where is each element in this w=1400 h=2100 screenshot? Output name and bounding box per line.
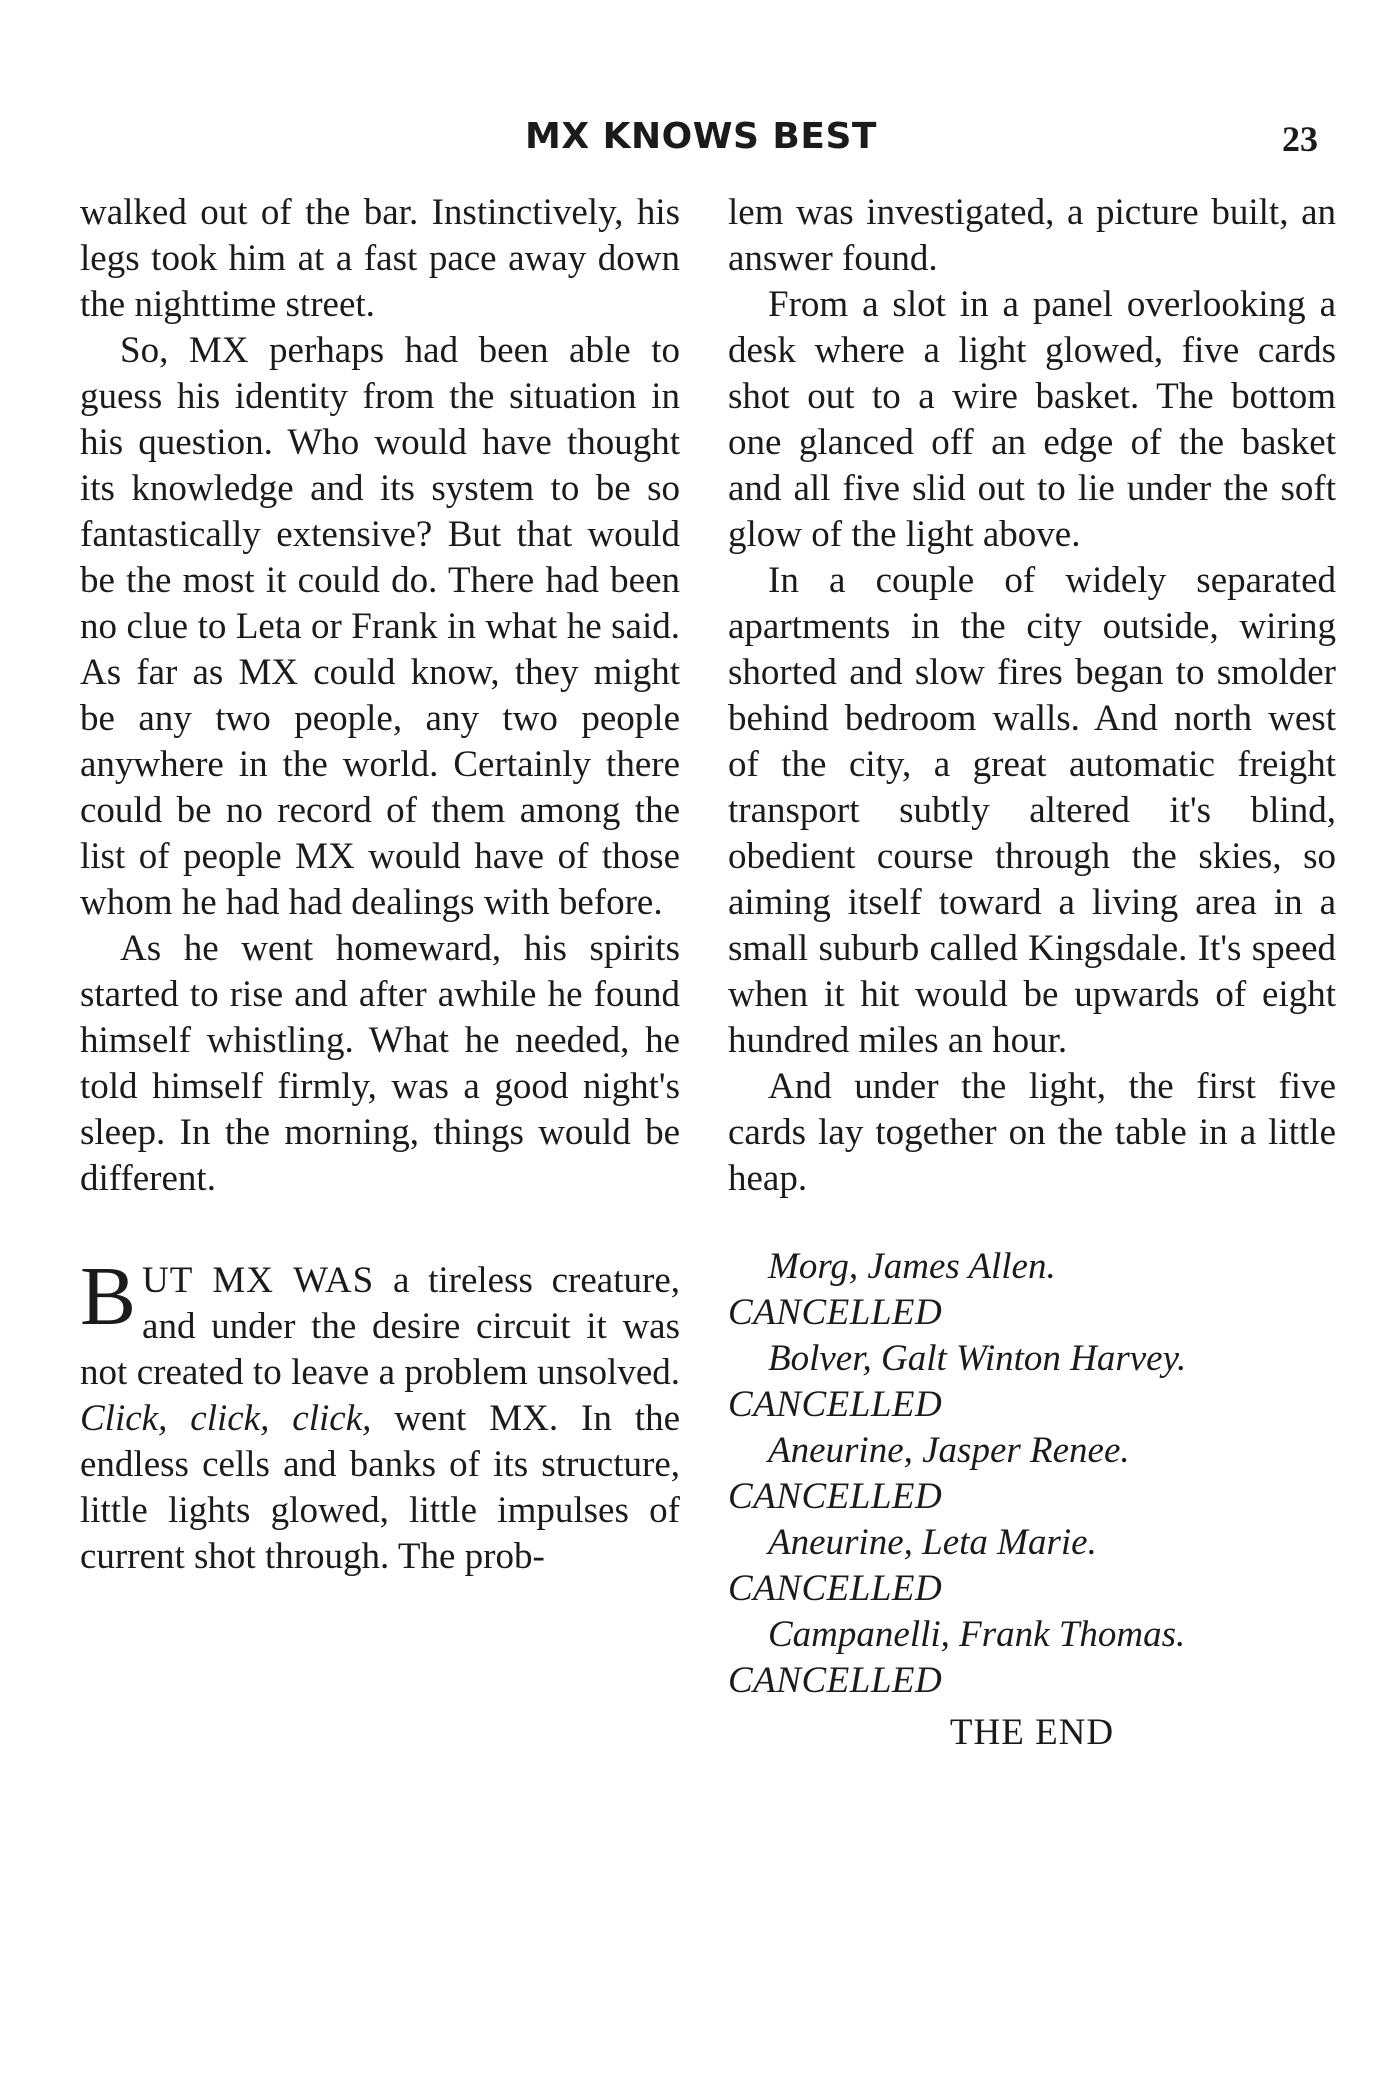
italic-text: Click, click, click,	[80, 1398, 372, 1439]
card-status: CANCELLED	[728, 1384, 943, 1425]
the-end: THE END	[949, 1712, 1115, 1753]
card-entry	[728, 1520, 1336, 1612]
right-column	[728, 190, 1336, 1756]
page-header	[0, 116, 1400, 176]
paragraph: As he went homeward, his spirits started to rise and after awhile he found himself whistling. What he needed, he told himself firmly, was a good night's sleep. In the morning, things would be different.	[80, 928, 680, 1199]
card-name: Campanelli, Frank Thomas.	[768, 1614, 1186, 1655]
card-entry	[728, 1612, 1336, 1704]
lead-in-caps: UT MX WAS	[142, 1260, 375, 1301]
card-name: Aneurine, Jasper Renee.	[768, 1430, 1130, 1471]
paragraph-text: a tireless creature, and under the desire circuit it was not created to leave a problem unsolved.	[80, 1260, 680, 1393]
card-status: CANCELLED	[728, 1568, 943, 1609]
drop-cap-paragraph	[80, 1250, 680, 1580]
card-status: CANCELLED	[728, 1292, 943, 1333]
card-name: Aneurine, Leta Marie.	[768, 1522, 1097, 1563]
card-status: CANCELLED	[728, 1660, 943, 1701]
card-entry	[728, 1336, 1336, 1428]
card-name: Bolver, Galt Winton Harvey.	[768, 1338, 1187, 1379]
paragraph: lem was investigated, a picture built, an answer found.	[728, 192, 1336, 279]
paragraph: So, MX perhaps had been able to guess his identity from the situation in his question. Who would have thought its knowledge and its system to be so fantastically extensive? But that would be the most it could do. There had been no clue to Leta or Frank in what he said. As far as MX could know, they might be any two people, any two people anywhere in the world. Certainly there could be no record of them among the list of people MX would have of those whom he had had dealings with before.	[80, 330, 680, 923]
paragraph: walked out of the bar. Instinctively, his legs took him at a fast pace away down the nighttime street.	[80, 192, 680, 325]
paragraph: In a couple of widely separated apartments in the city outside, wiring shorted and slow fires began to smolder behind bedroom walls. And north west of the city, a great automatic freight transport subtly altered it's blind, obedient course through the skies, so aiming itself toward a living area in a small suburb called Kingsdale. It's speed when it hit would be upwards of eight hundred miles an hour.	[728, 560, 1336, 1061]
page-number: 23	[1282, 119, 1318, 159]
card-name: Morg, James Allen.	[768, 1246, 1056, 1287]
card-list	[728, 1244, 1336, 1704]
card-entry	[728, 1244, 1336, 1336]
paragraph: From a slot in a panel overlooking a desk where a light glowed, five cards shot out to a wire basket. The bottom one glanced off an edge of the basket and all five slid out to lie under the soft glow of the light above.	[728, 284, 1336, 555]
paragraph: And under the light, the first five cards lay together on the table in a little heap.	[728, 1066, 1336, 1199]
card-status: CANCELLED	[728, 1476, 943, 1517]
running-title: MX KNOWS BEST	[525, 116, 877, 157]
left-column	[80, 190, 680, 1580]
card-entry	[728, 1428, 1336, 1520]
paragraph-text: went MX. In the endless cells and banks of its structure, little lights glowed, little impulses of current shot through. The prob-	[80, 1398, 680, 1577]
drop-cap: B	[80, 1250, 137, 1343]
section-break	[80, 1202, 680, 1258]
